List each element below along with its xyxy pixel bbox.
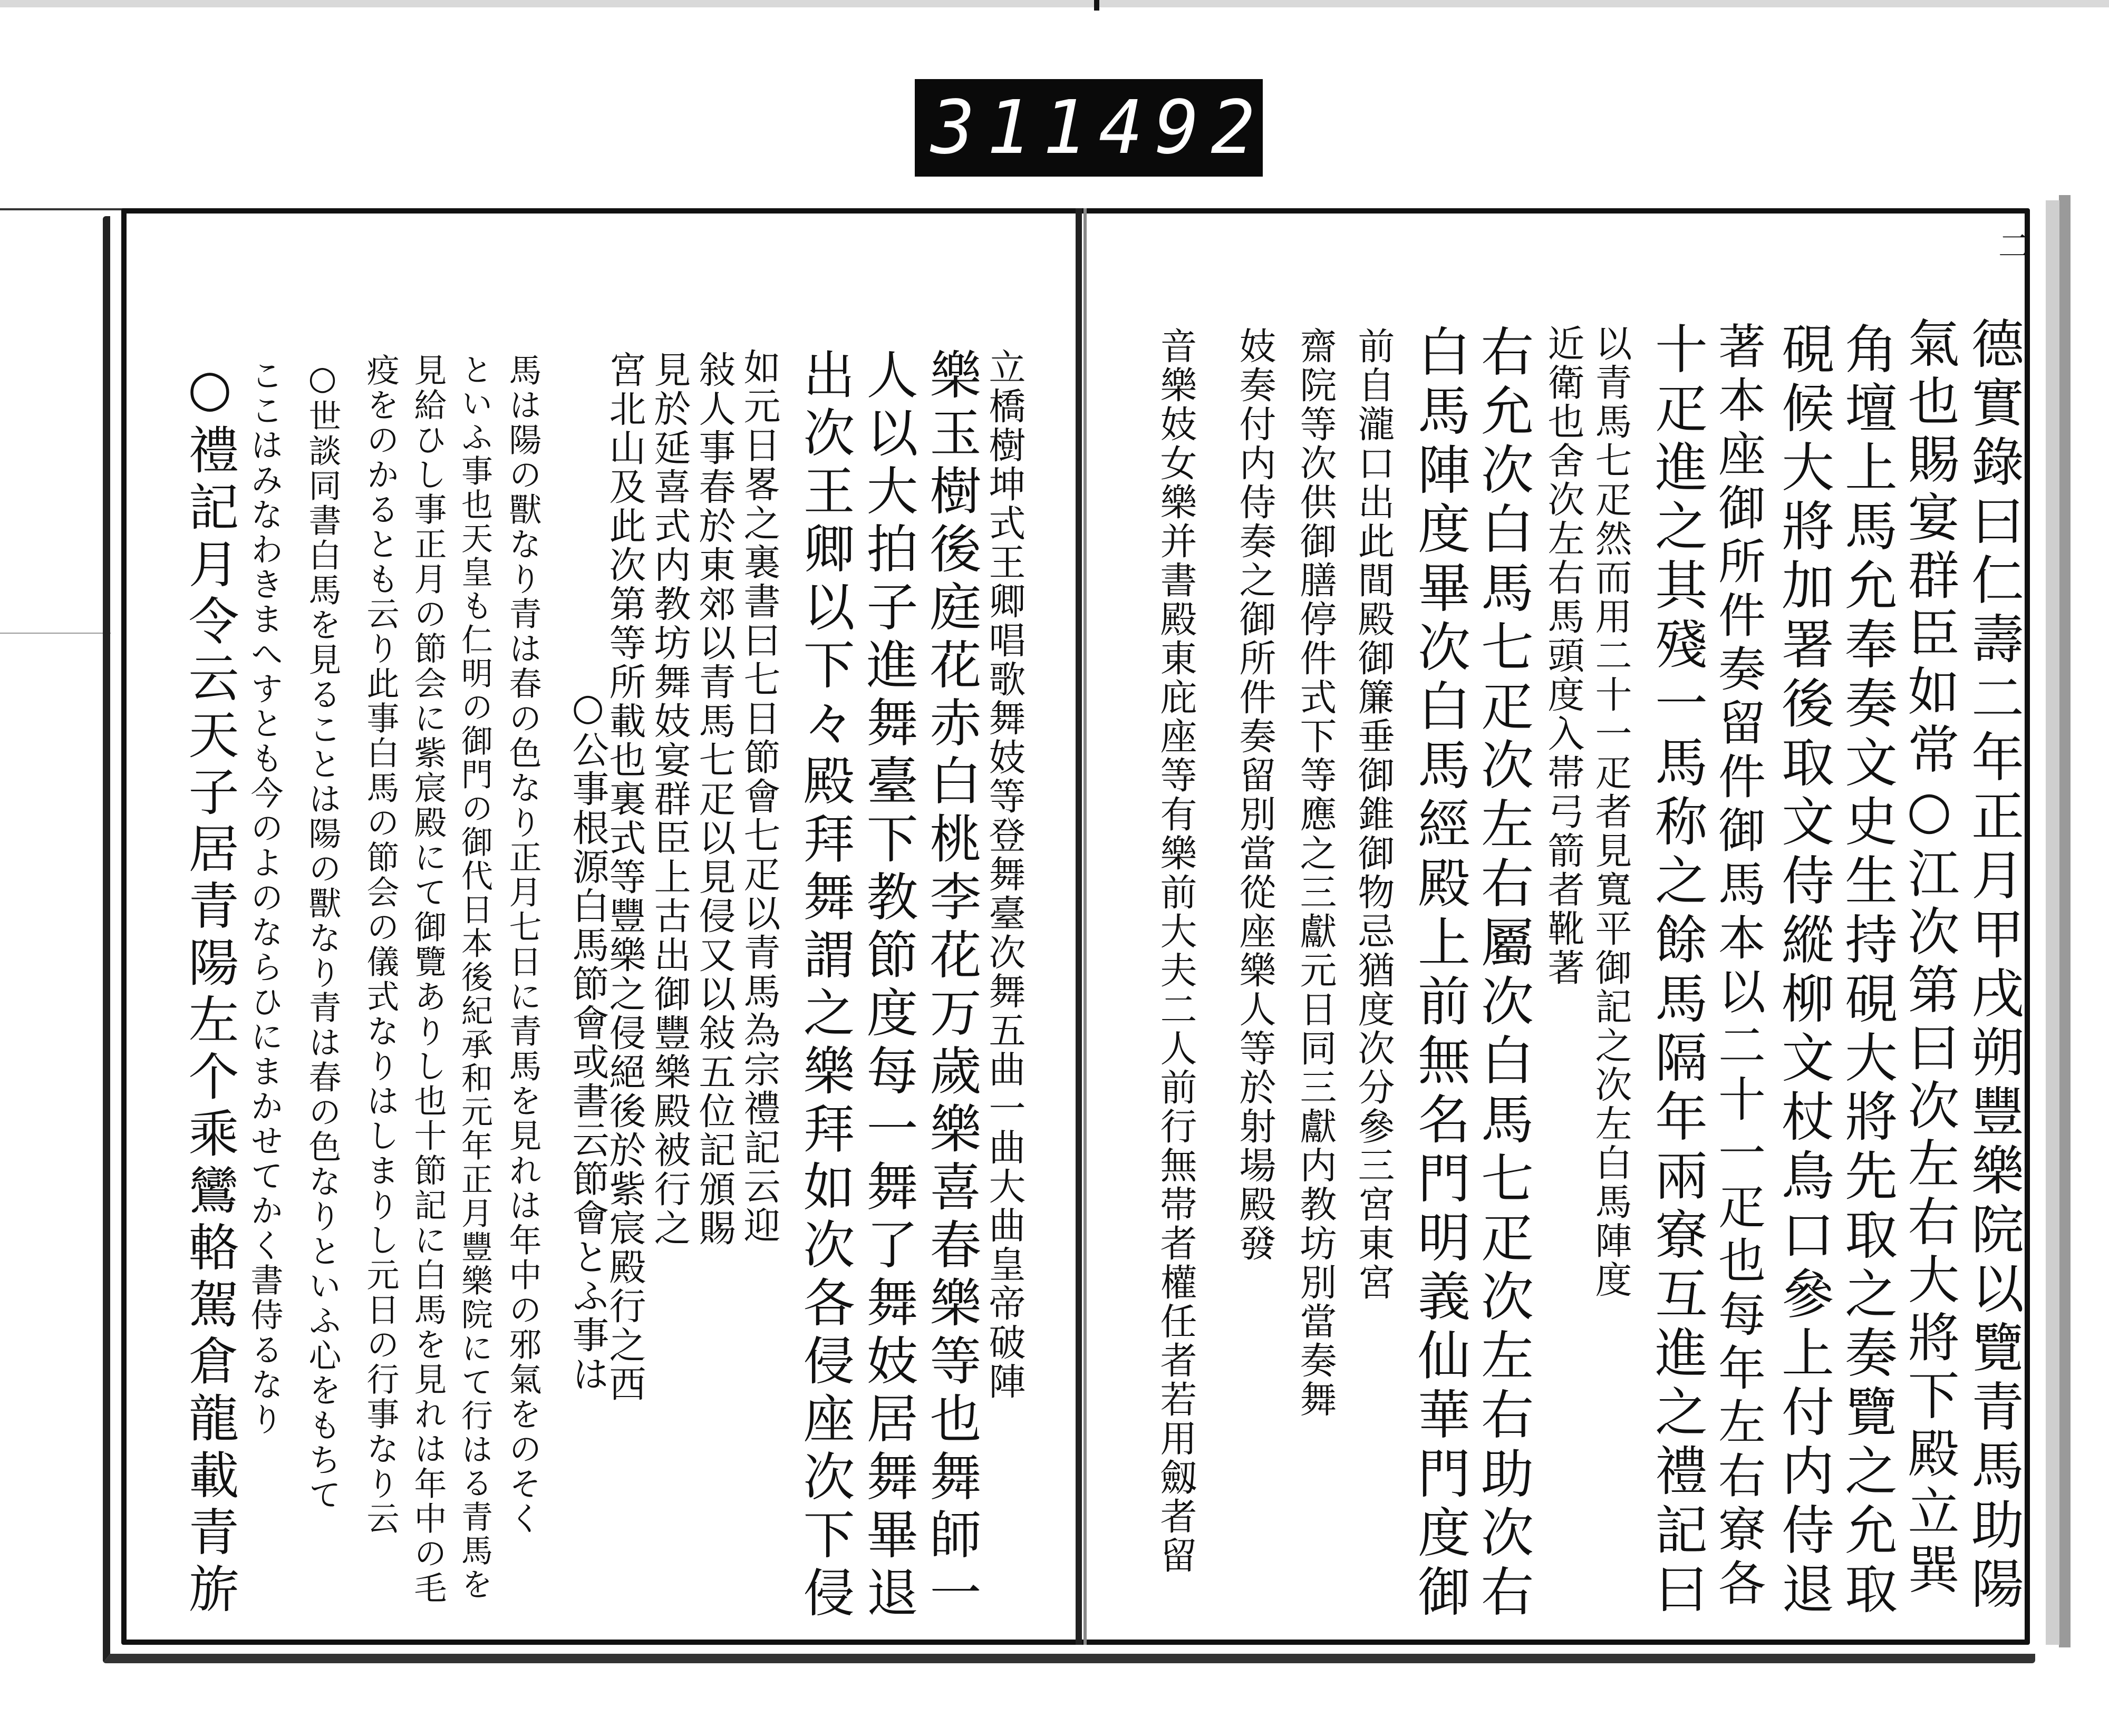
left-column-8: 宮北山及此次第等所載也裏式等豐樂之侵絕後於紫宸殿行之西	[603, 351, 646, 1404]
left-column-15: ここはみなわきまへすとも今のよのならひにまかせてかく書侍るなり	[245, 358, 284, 1437]
page-stack-edge	[2046, 200, 2059, 1645]
gutter-shadow	[1083, 208, 1087, 1645]
top-tick-mark	[1094, 0, 1099, 11]
left-column-10: 馬は陽の獸なり青は春の色なり正月七日に青馬を見れは年中の邪氣をのそく	[504, 353, 542, 1536]
left-column-1: 立橋樹坤式王卿唱歌舞妓等登舞臺次舞五曲一曲大曲皇帝破陣	[983, 348, 1026, 1401]
book-gutter	[1076, 208, 1082, 1645]
left-column-2: 樂玉樹後庭花赤白桃李花万歲樂喜春樂等也舞師一	[921, 348, 981, 1624]
page-stack-outer	[2059, 195, 2071, 1647]
left-column-3: 人以大拍子進舞臺下教節度每一舞了舞妓居舞畢退	[858, 348, 918, 1624]
right-column-11: 前自瀧口出此間殿御簾垂御錐御物忌猶度次分參三宮東宮	[1352, 327, 1395, 1302]
right-column-6: 十疋進之其殘一馬称之餘馬隔年兩寮互進之禮記曰	[1646, 322, 1708, 1621]
right-column-8: 近衛也舍次左右馬頭度入帯弓箭者靴著	[1542, 324, 1585, 987]
right-column-12: 齋院等次供御膳停件式下等應之三獻元日同三獻内教坊別當奏舞	[1294, 327, 1337, 1419]
right-column-2: 氣也賜宴群臣如常○江次第曰次左右大將下殿立巽	[1899, 316, 1959, 1601]
left-column-16: ○禮記月令云天子居青陽左个乘鸞輅駕倉龍載青旂	[180, 358, 239, 1619]
left-column-11: といふ事也天皇も仁明の御門の御代日本後紀承和元年正月豐樂院にて行はる青馬を	[456, 353, 493, 1602]
left-column-6: 敍人事春於東郊以青馬七疋以見侵又以敍五位記頒賜	[693, 351, 736, 1248]
page-number: 二	[1998, 228, 2030, 265]
right-column-13: 妓奏付内侍奏之御所件奏留別當從座樂人等於射場殿發	[1233, 327, 1276, 1263]
left-column-5: 如元日畧之裏書曰七日節會七疋以青馬為宗禮記云迎	[738, 348, 781, 1245]
left-column-7: 見於延喜式内教坊舞妓宴群臣上古出御豐樂殿被行之	[648, 351, 691, 1248]
left-column-9: ○公事根源白馬節會或書云節會とふ事は	[566, 685, 610, 1394]
right-column-9: 右允次白馬七疋次左右屬次白馬七疋次左右助次右	[1472, 324, 1534, 1623]
right-column-4: 硯候大將加署後取文侍縱柳文杖鳥口參上付内侍退	[1773, 322, 1834, 1621]
right-column-5: 著本座御所件奏留件御馬本以二十一疋也每年左右寮各	[1710, 322, 1765, 1612]
right-column-10: 白馬陣度畢次白馬經殿上前無名門明義仙華門度御	[1409, 324, 1471, 1623]
right-column-14: 音樂妓女樂并書殿東庇座等有樂前大夫二人前行無帯者權任者若用劔者留	[1154, 327, 1197, 1575]
label-right-number: 492.	[1098, 85, 1323, 171]
left-binding-line	[0, 633, 111, 634]
label-left-number: 311	[931, 85, 1099, 171]
right-column-1: 德實錄曰仁壽二年正月甲戌朔豐樂院以覽青馬助陽	[1962, 316, 2024, 1615]
left-column-4: 出次王卿以下々殿拜舞謂之樂拜如次各侵座次下侵	[795, 348, 855, 1624]
left-column-13: 疫をのかるとも云り此事白馬の節会の儀式なりはしまりし元日の行事なり云	[361, 353, 400, 1536]
top-scan-band	[0, 0, 2109, 7]
right-column-7: 以青馬七疋然而用二十一疋者見寬平御記之次左白馬陣度	[1589, 324, 1632, 1299]
catalogue-label	[915, 79, 1323, 177]
left-column-12: 見給ひし事正月の節会に紫宸殿にて御覽ありし也十節記に白馬を見れは年中の毛	[409, 353, 447, 1606]
left-column-14: ○世談同書白馬を見ることは陽の獸なり青は春の色なりといふ心をもちて	[303, 358, 342, 1512]
right-column-3: 角壇上馬允奉奏文史生持硯大將先取之奏覽之允取	[1836, 322, 1898, 1621]
